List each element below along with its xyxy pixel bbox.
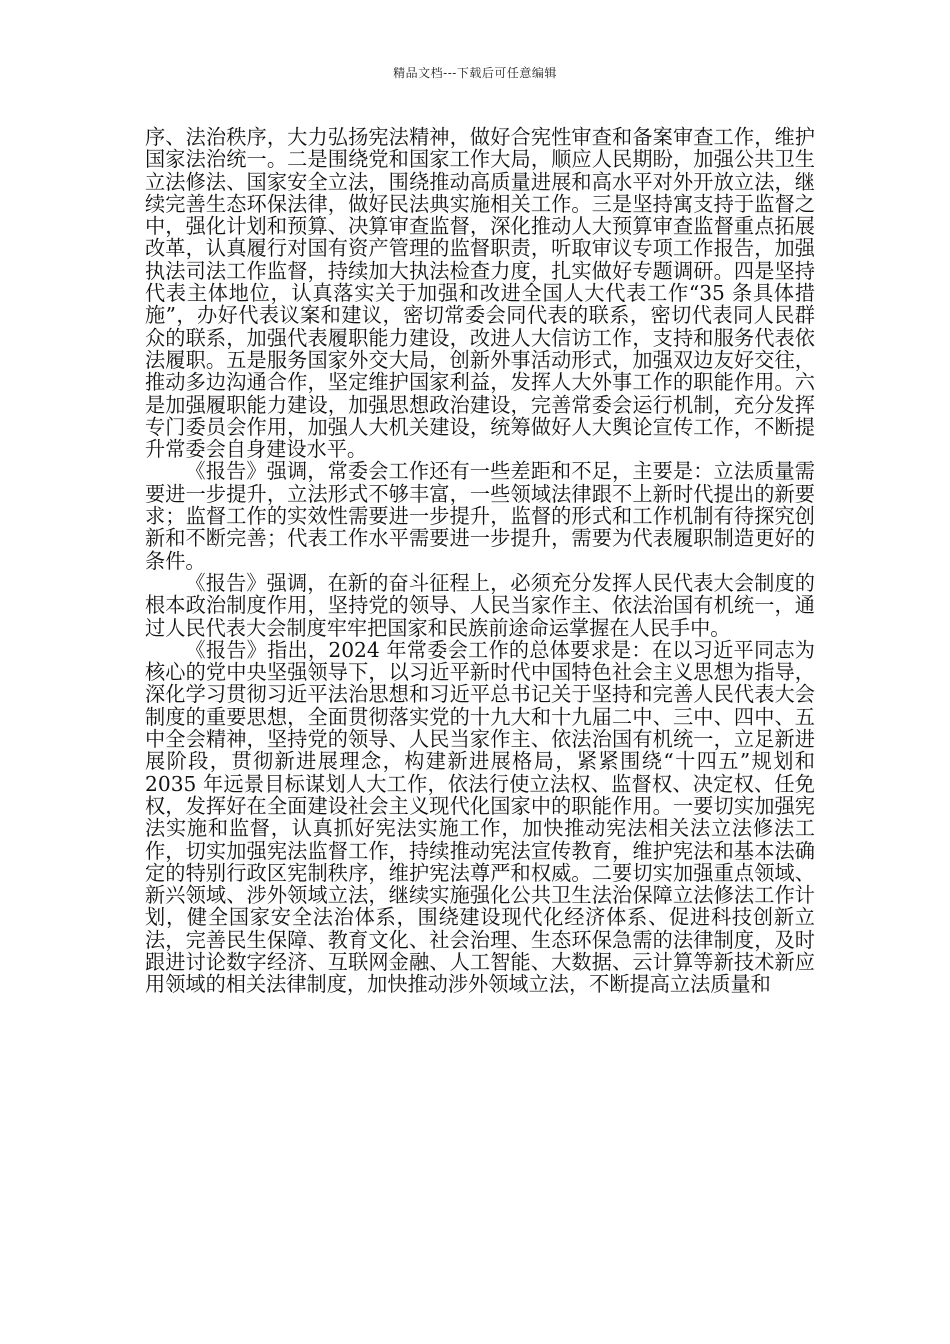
document-body <box>145 126 815 996</box>
paragraph-4: 《报告》指出，2024 年常委会工作的总体要求是：在以习近平同志为核心的党中央坚强领导下，以习近平新时代中国特色社会主义思想为指导，深化学习贯彻习近平法治思想和习近平总书记关于坚持和完善人民代表大会制度的重要思想，全面贯彻落实党的十九大和十九届二中、三中、四中、五中全会精神，坚持党的领导、人民当家作主、依法治国有机统一，立足新进展阶段，贯彻新进展理念，构建新进展格局，紧紧围绕“十四五”规划和 2035 年远景目标谋划人大工作，依法行使立法权、监督权、决定权、任免权，发挥好在全面建设社会主义现代化国家中的职能作用。一要切实加强宪法实施和监督，认真抓好宪法实施工作，加快推动宪法相关法立法修法工作，切实加强宪法监督工作，持续推动宪法宣传教育，维护宪法和基本法确定的特别行政区宪制秩序，维护宪法尊严和权威。二要切实加强重点领域、新兴领域、涉外领域立法，继续实施强化公共卫生法治保障立法修法工作计划，健全国家安全法治体系，围绕建设现代化经济体系、促进科技创新立法，完善民生保障、教育文化、社会治理、生态环保急需的法律制度，及时跟进讨论数字经济、互联网金融、人工智能、大数据、云计算等新技术新应用领域的相关法律制度，加快推动涉外领域立法，不断提高立法质量和 <box>145 637 815 997</box>
paragraph-3: 《报告》强调，在新的奋斗征程上，必须充分发挥人民代表大会制度的根本政治制度作用，坚持党的领导、人民当家作主、依法治国有机统一，通过人民代表大会制度牢牢把国家和民族前途命运掌握在人民手中。 <box>145 570 815 640</box>
page-header: 精品文档---下载后可任意编辑 <box>393 66 557 80</box>
paragraph-2: 《报告》强调，常委会工作还有一些差距和不足，主要是：立法质量需要进一步提升，立法形式不够丰富，一些领域法律跟不上新时代提出的新要求；监督工作的实效性需要进一步提升，监督的形式和工作机制有待探究创新和不断完善；代表工作水平需要进一步提升，需要为代表履职制造更好的条件。 <box>145 459 815 573</box>
paragraph-1: 序、法治秩序，大力弘扬宪法精神，做好合宪性审查和备案审查工作，维护国家法治统一。二是围绕党和国家工作大局，顺应人民期盼，加强公共卫生立法修法、国家安全立法，围绕推动高质量进展和高水平对外开放立法，继续完善生态环保法律，做好民法典实施相关工作。三是坚持寓支持于监督之中，强化计划和预算、决算审查监督，深化推动人大预算审查监督重点拓展改革，认真履行对国有资产管理的监督职责，听取审议专项工作报告，加强执法司法工作监督，持续加大执法检查力度，扎实做好专题调研。四是坚持代表主体地位，认真落实关于加强和改进全国人大代表工作“35 条具体措施”，办好代表议案和建议，密切常委会同代表的联系，密切代表同人民群众的联系，加强代表履职能力建设，改进人大信访工作，支持和服务代表依法履职。五是服务国家外交大局，创新外事活动形式，加强双边友好交往，推动多边沟通合作，坚定维护国家利益，发挥人大外事工作的职能作用。六是加强履职能力建设，加强思想政治建设，完善常委会运行机制，充分发挥专门委员会作用，加强人大机关建设，统筹做好人大舆论宣传工作，不断提升常委会自身建设水平。 <box>145 125 815 462</box>
